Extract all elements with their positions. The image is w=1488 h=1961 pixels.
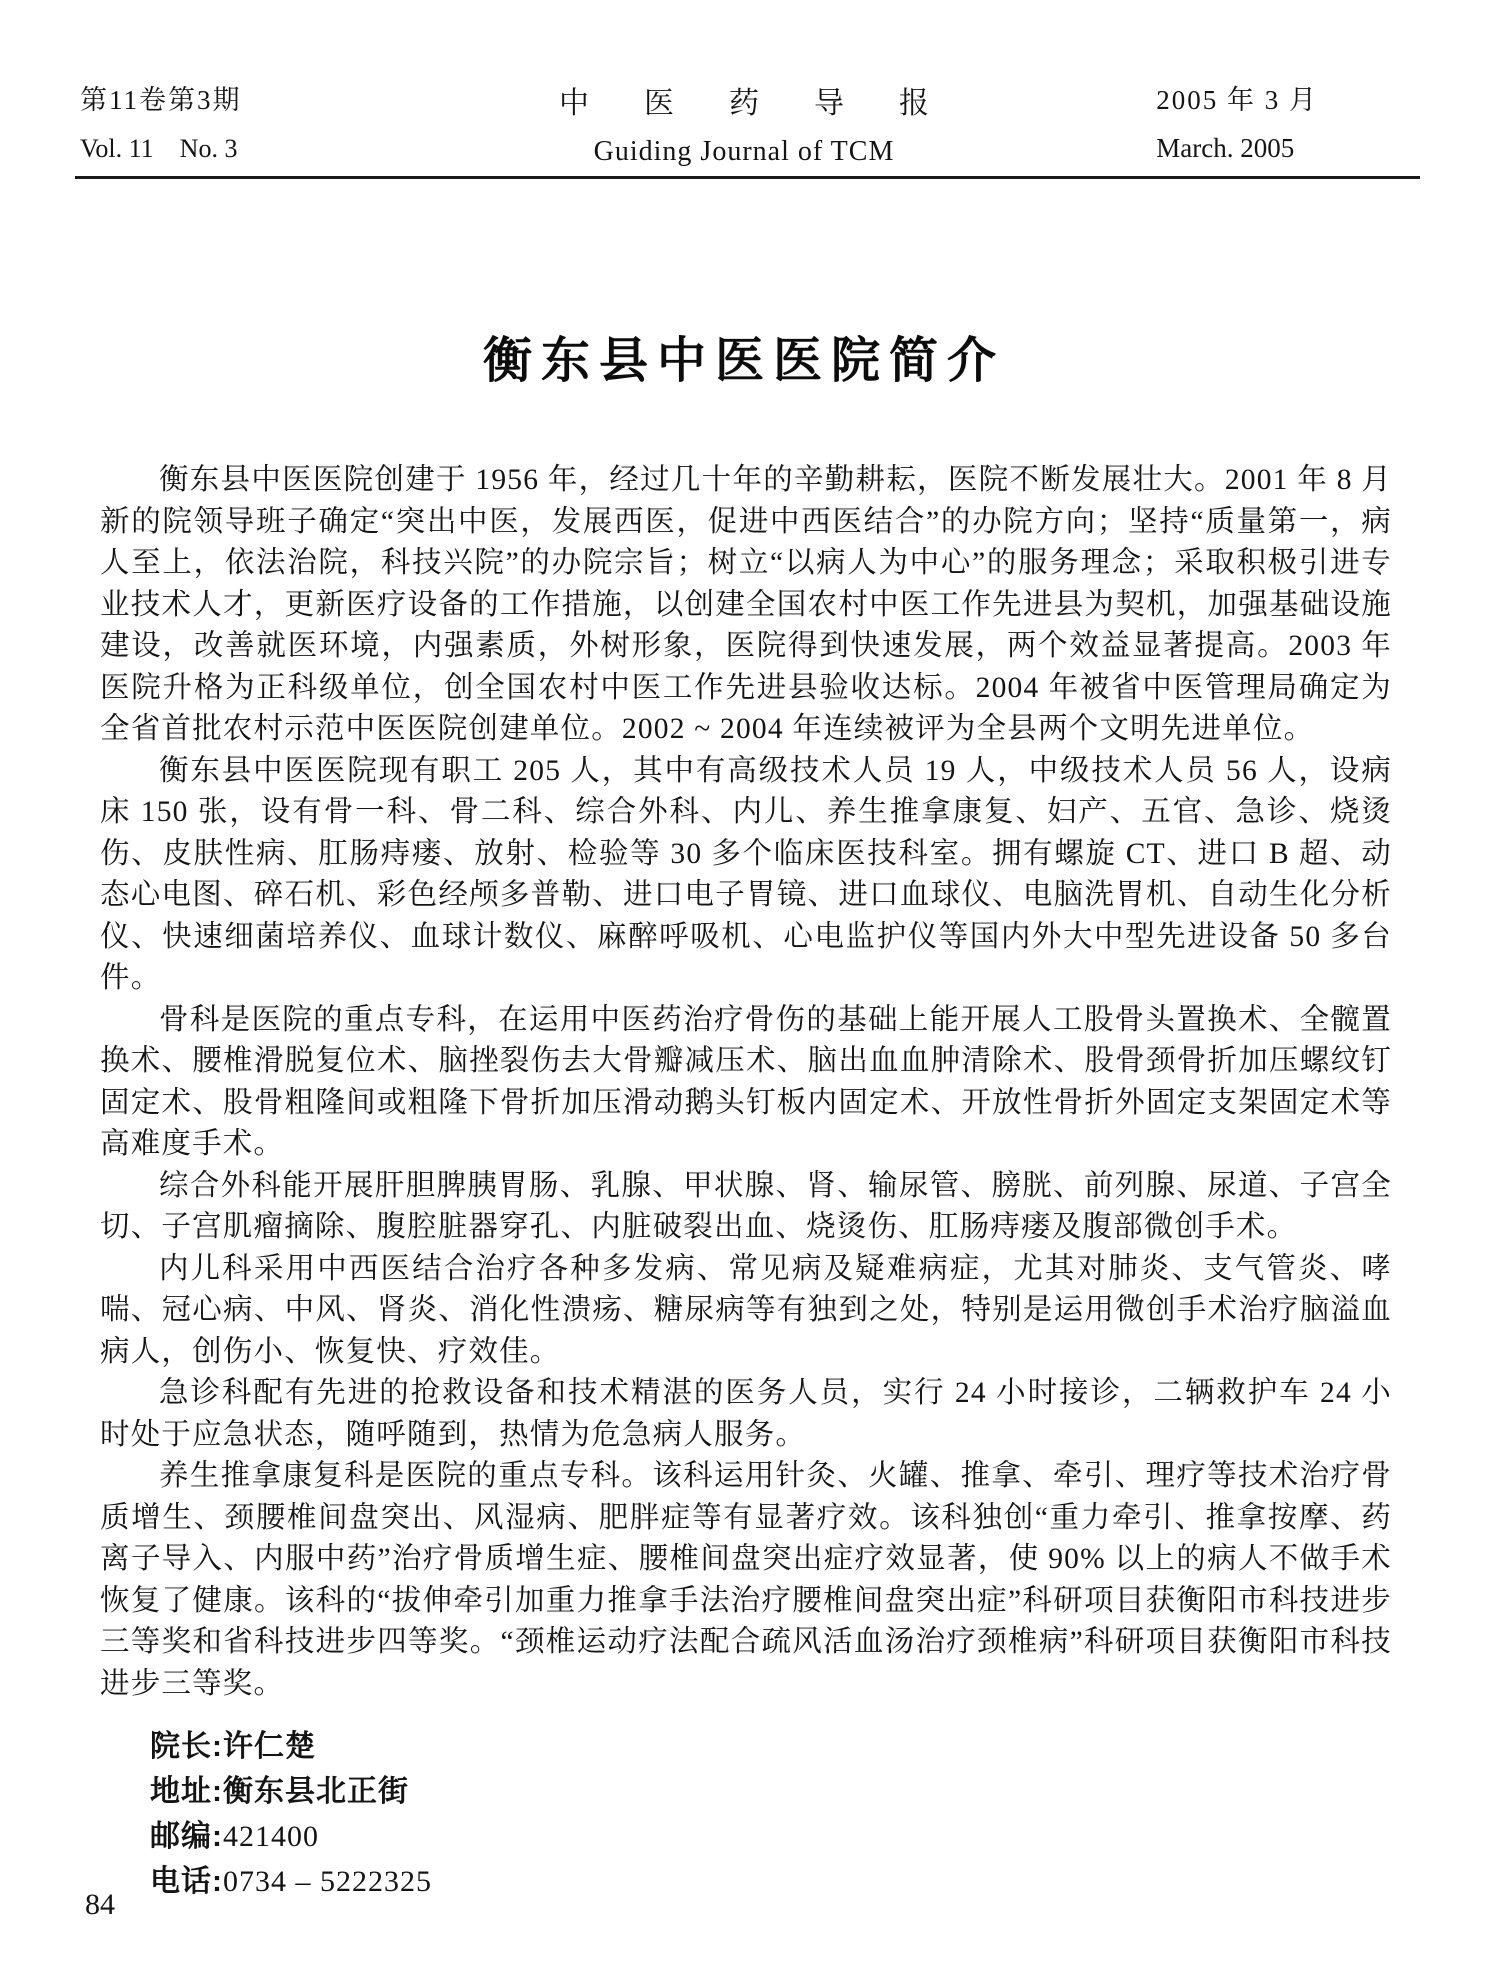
contact-phone-row: [150, 1859, 432, 1904]
article-paragraph-internal-pediatrics: 内儿科采用中西医结合治疗各种多发病、常见病及疑难病症，尤其对肺炎、支气管炎、哮喘、冠心病、中风、肾炎、消化性溃疡、糖尿病等有独到之处，特别是运用微创手术治疗脑溢血病人，创伤小、恢复快、疗效佳。: [100, 1252, 1392, 1368]
journal-name-en: Guiding Journal of TCM: [593, 136, 895, 167]
address-label: 地址:: [150, 1775, 223, 1808]
director-label: 院长:: [150, 1730, 223, 1763]
article-paragraph-staff: 衡东县中医医院现有职工 205 人，其中有高级技术人员 19 人，中级技术人员 56 人，设病床 150 张，设有骨一科、骨二科、综合外科、内儿、养生推拿康复、妇产、五官、急诊、烧烫伤、皮肤性病、肛肠痔瘘、放射、检验等 30 多个临床医技科室。拥有螺旋 CT、进口 B 超、动态心电图、碎石机、彩色经颅多普勒、进口电子胃镜、进口血球仪、电脑洗胃机、自动生化分析仪、快速细菌培养仪、血球计数仪、麻醉呼吸机、心电监护仪等国内外大中型先进设备 50 多台件。: [100, 754, 1392, 994]
issue-date-cn: 2005 年 3 月: [1156, 85, 1318, 115]
journal-header: [78, 78, 1410, 168]
contact-director-row: [150, 1724, 432, 1769]
postcode-value: 421400: [223, 1820, 319, 1853]
phone-value: 0734 – 5222325: [223, 1865, 432, 1898]
volume-issue-cn: 第11卷第3期: [80, 85, 242, 115]
article-paragraph-surgery: 综合外科能开展肝胆脾胰胃肠、乳腺、甲状腺、肾、输尿管、膀胱、前列腺、尿道、子宫全切、子宫肌瘤摘除、腹腔脏器穿孔、内脏破裂出血、烧烫伤、肛肠痔瘘及腹部微创手术。: [100, 1169, 1392, 1243]
article-paragraph-history: 衡东县中医医院创建于 1956 年，经过几十年的辛勤耕耘，医院不断发展壮大。2001 年 8 月新的院领导班子确定“突出中医，发展西医，促进中西医结合”的办院方向；坚持“质量第一，病人至上，依法治院，科技兴院”的办院宗旨；树立“以病人为中心”的服务理念；采取积极引进专业技术人才，更新医疗设备的工作措施，以创建全国农村中医工作先进县为契机，加强基础设施建设，改善就医环境，内强素质，外树形象，医院得到快速发展，两个效益显著提高。2003 年医院升格为正科级单位，创全国农村中医工作先进县验收达标。2004 年被省中医管理局确定为全省首批农村示范中医医院创建单位。2002 ~ 2004 年连续被评为全县两个文明先进单位。: [100, 464, 1392, 745]
contact-address-row: [150, 1769, 432, 1814]
postcode-label: 邮编:: [150, 1820, 223, 1853]
contact-postcode-row: [150, 1814, 432, 1859]
article-paragraph-emergency: 急诊科配有先进的抢救设备和技术精湛的医务人员，实行 24 小时接诊，二辆救护车 24 小时处于应急状态，随呼随到，热情为危急病人服务。: [100, 1377, 1392, 1451]
header-date-block: [1156, 78, 1318, 164]
address-value: 衡东县北正街: [223, 1775, 409, 1808]
director-name: 许仁楚: [223, 1730, 316, 1763]
page-number: 84: [85, 1888, 115, 1921]
phone-label: 电话:: [150, 1865, 223, 1898]
article-body: [100, 460, 1392, 1705]
article-paragraph-orthopedics: 骨科是医院的重点专科，在运用中医药治疗骨伤的基础上能开展人工股骨头置换术、全髋置换术、腰椎滑脱复位术、脑挫裂伤去大骨瓣减压术、脑出血血肿清除术、股骨颈骨折加压螺纹钉固定术、股骨粗隆间或粗隆下骨折加压滑动鹅头钉板内固定术、开放性骨折外固定支架固定术等高难度手术。: [100, 1003, 1392, 1160]
volume-issue-en: Vol. 11 No. 3: [80, 134, 238, 163]
journal-name-cn: 中医药导报: [559, 87, 984, 120]
article-title: 衡东县中医医院简介: [482, 334, 1005, 388]
contact-block: [150, 1724, 432, 1904]
article-paragraph-rehabilitation: 养生推拿康复科是医院的重点专科。该科运用针灸、火罐、推拿、牵引、理疗等技术治疗骨质增生、颈腰椎间盘突出、风湿病、肥胖症等有显著疗效。该科独创“重力牵引、推拿按摩、药离子导入、内服中药”治疗骨质增生症、腰椎间盘突出症疗效显著，使 90% 以上的病人不做手术恢复了健康。该科的“拔伸牵引加重力推拿手法治疗腰椎间盘突出症”科研项目获衡阳市科技进步三等奖和省科技进步四等奖。“颈椎运动疗法配合疏风活血汤治疗颈椎病”科研项目获衡阳市科技进步三等奖。: [100, 1460, 1392, 1700]
issue-date-en: March. 2005: [1156, 133, 1295, 163]
header-divider-line: [75, 176, 1420, 179]
